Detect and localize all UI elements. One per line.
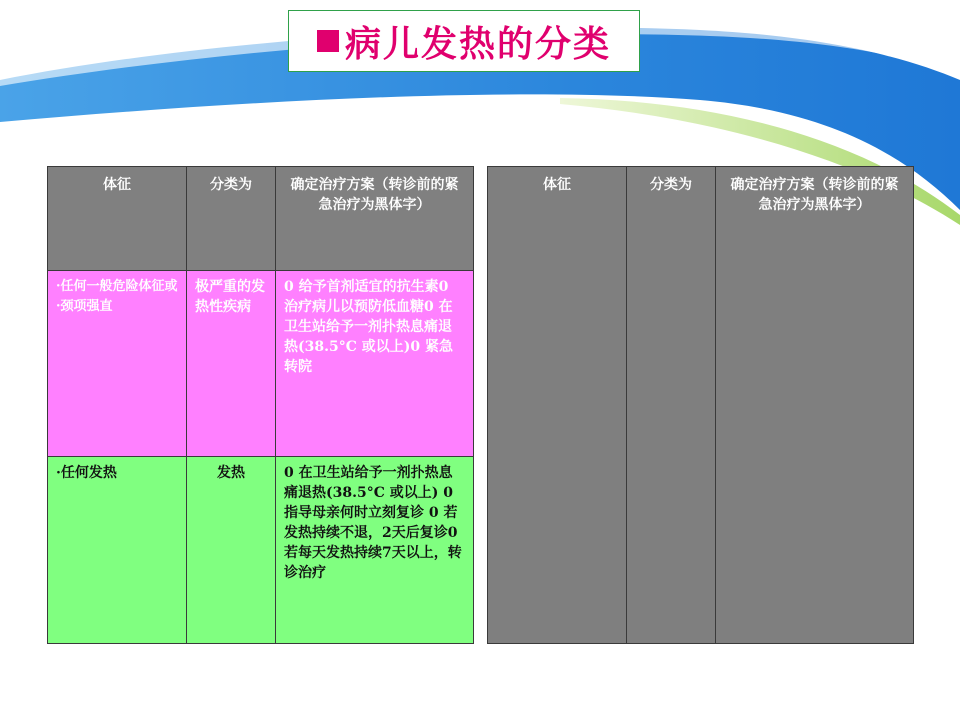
table-header-row (48, 167, 474, 271)
slide-title: 病儿发热的分类 (344, 22, 611, 65)
header-signs: 体征 (48, 167, 187, 271)
header-treatment: 确定治疗方案（转诊前的紧急治疗为黑体字） (716, 167, 914, 644)
header-classify: 分类为 (187, 167, 276, 271)
cell-signs: ·任何一般危险体征或·颈项强直 (48, 271, 187, 457)
cell-signs: ·任何发热 (48, 457, 187, 644)
fever-classification-table (47, 166, 474, 644)
cell-classification: 极严重的发热性疾病 (187, 271, 276, 457)
cell-treatment: 0 给予首剂适宜的抗生素0 治疗病儿以预防低血糖0 在卫生站给予一剂扑热息痛退热(38.5°C 或以上)0 紧急转院 (276, 271, 474, 457)
blank-table-body-row (488, 167, 914, 644)
header-treatment: 确定治疗方案（转诊前的紧急治疗为黑体字） (276, 167, 474, 271)
table-row-severe (48, 271, 474, 457)
cell-treatment: 0 在卫生站给予一剂扑热息痛退热(38.5°C 或以上) 0 指导母亲何时立刻复诊 0 若发热持续不退，2天后复诊0 若每天发热持续7天以上，转诊治疗 (276, 457, 474, 644)
table-row-fever (48, 457, 474, 644)
header-classify: 分类为 (627, 167, 716, 644)
blank-classification-table (487, 166, 914, 644)
header-signs: 体征 (488, 167, 627, 644)
slide-title-box (288, 10, 640, 72)
cell-classification: 发热 (187, 457, 276, 644)
square-bullet-icon (317, 30, 339, 52)
